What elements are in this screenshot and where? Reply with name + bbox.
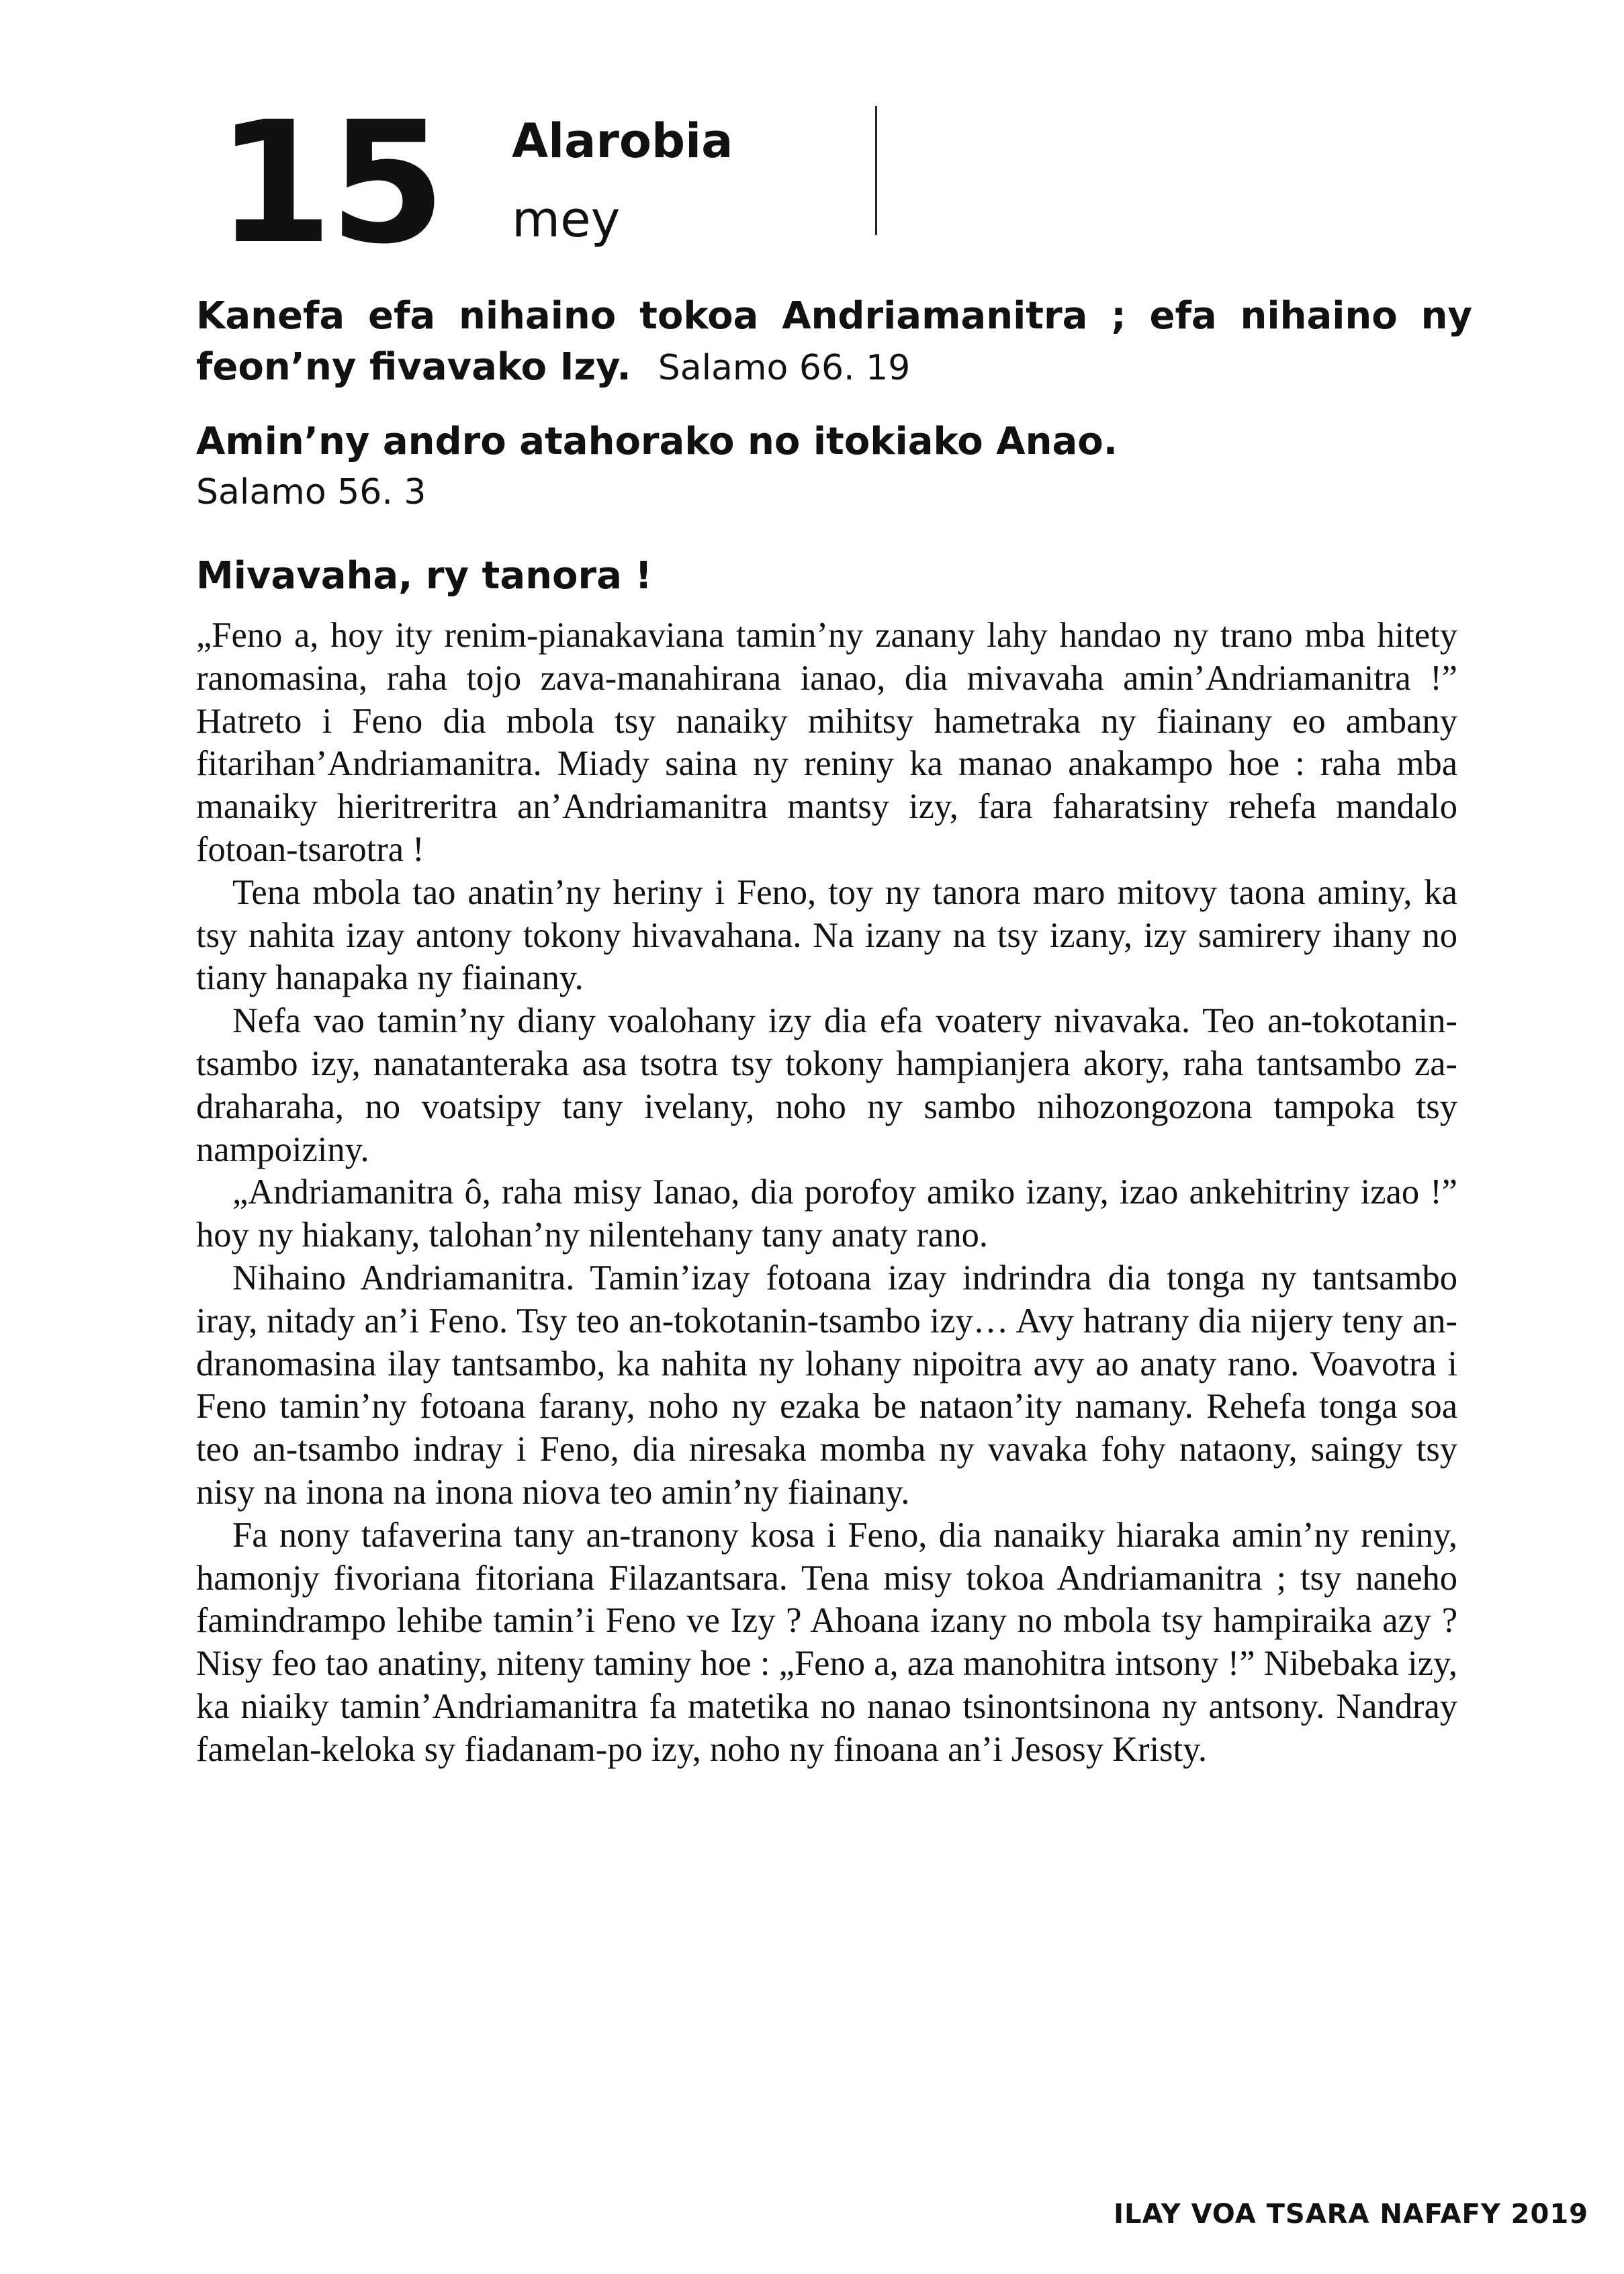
article-paragraph-4: „Andriamanitra ô, raha misy Ianao, dia porofoy amiko izany, izao ankehitriny izao !” hoy ny hiakany, talohan’ny nilentehany tany anaty rano. <box>196 1173 1457 1255</box>
verse-2-text: Amin’ny andro atahorako no itokiako Anao. <box>196 420 1118 463</box>
verse-2 <box>196 416 1472 517</box>
verse-1-text: Kanefa efa nihaino tokoa Andriamanitra ; efa nihaino ny feon’ny fivavako Izy. <box>196 294 1472 389</box>
article-body <box>196 615 1457 1772</box>
footer-publication: ILAY VOA TSARA NAFAFY 2019 <box>1114 2199 1588 2230</box>
day-number: 15 <box>216 85 442 281</box>
header-divider <box>875 106 877 235</box>
article-paragraph-1: „Feno a, hoy ity renim-pianakaviana tamin’ny zanany lahy handao ny trano mba hitety ranomasina, raha tojo zava-manahirana ianao, dia mivavaha amin’Andriamanitra !” Hatreto i Feno dia mbola tsy nanaiky mihitsy hametraka ny fiainany eo ambany fitarihan’Andriamanitra. Miady saina ny reniny ka manao anakampo hoe : raha mba manaiky hieritreritra an’Andriamanitra mantsy izy, fara faharatsiny rehefa mandalo fotoan-tsarotra ! <box>196 616 1457 869</box>
month: mey <box>512 191 621 248</box>
article-paragraph-3: Nefa vao tamin’ny diany voalohany izy dia efa voatery nivavaka. Teo an-tokotanin-tsambo izy, nanatanteraka asa tsotra tsy tokony hampianjera akory, raha tantsambo za-draharaha, no voatsipy tany ivelany, noho ny sambo nihozongozona tampoka tsy nampoiziny. <box>196 1001 1457 1169</box>
weekday: Alarobia <box>512 113 733 169</box>
verse-1-reference: Salamo 66. 19 <box>658 348 911 388</box>
article-paragraph-5: Nihaino Andriamanitra. Tamin’izay fotoana izay indrindra dia tonga ny tantsambo iray, nitady an’i Feno. Tsy teo an-tokotanin-tsambo izy… Avy hatrany dia nijery teny an-dranomasina ilay tantsambo, ka nahita ny lohany nipoitra avy ao anaty rano. Voavotra i Feno tamin’ny fotoana farany, noho ny ezaka be nataon’ity namany. Rehefa tonga soa teo an-tsambo indray i Feno, dia niresaka momba ny vavaka fohy nataony, saingy tsy nisy na inona na inona niova teo amin’ny fiainany. <box>196 1258 1457 1512</box>
article-paragraph-2: Tena mbola tao anatin’ny heriny i Feno, toy ny tanora maro mitovy taona aminy, ka tsy nahita izay antony tokony hivavahana. Na izany na tsy izany, izy samirery ihany no tiany hanapaka ny fiainany. <box>196 872 1457 998</box>
article-paragraph-6: Fa nony tafaverina tany an-tranony kosa i Feno, dia nanaiky hiaraka amin’ny reniny, hamonjy fivoriana fitoriana Filazantsara. Tena misy tokoa Andriamanitra ; tsy naneho famindrampo lehibe tamin’i Feno ve Izy ? Ahoana izany no mbola tsy hampiraika azy ? Nisy feo tao anatiny, niteny taminy hoe : „Feno a, aza manohitra intsony !” Nibebaka izy, ka niaiky tamin’Andriamanitra fa matetika no nanao tsinontsinona ny antsony. Nandray famelan-keloka sy fiadanam-po izy, noho ny finoana an’i Jesosy Kristy. <box>196 1515 1457 1769</box>
verse-1 <box>196 291 1472 393</box>
article-title: Mivavaha, ry tanora ! <box>196 554 652 598</box>
verse-2-reference: Salamo 56. 3 <box>196 472 426 512</box>
